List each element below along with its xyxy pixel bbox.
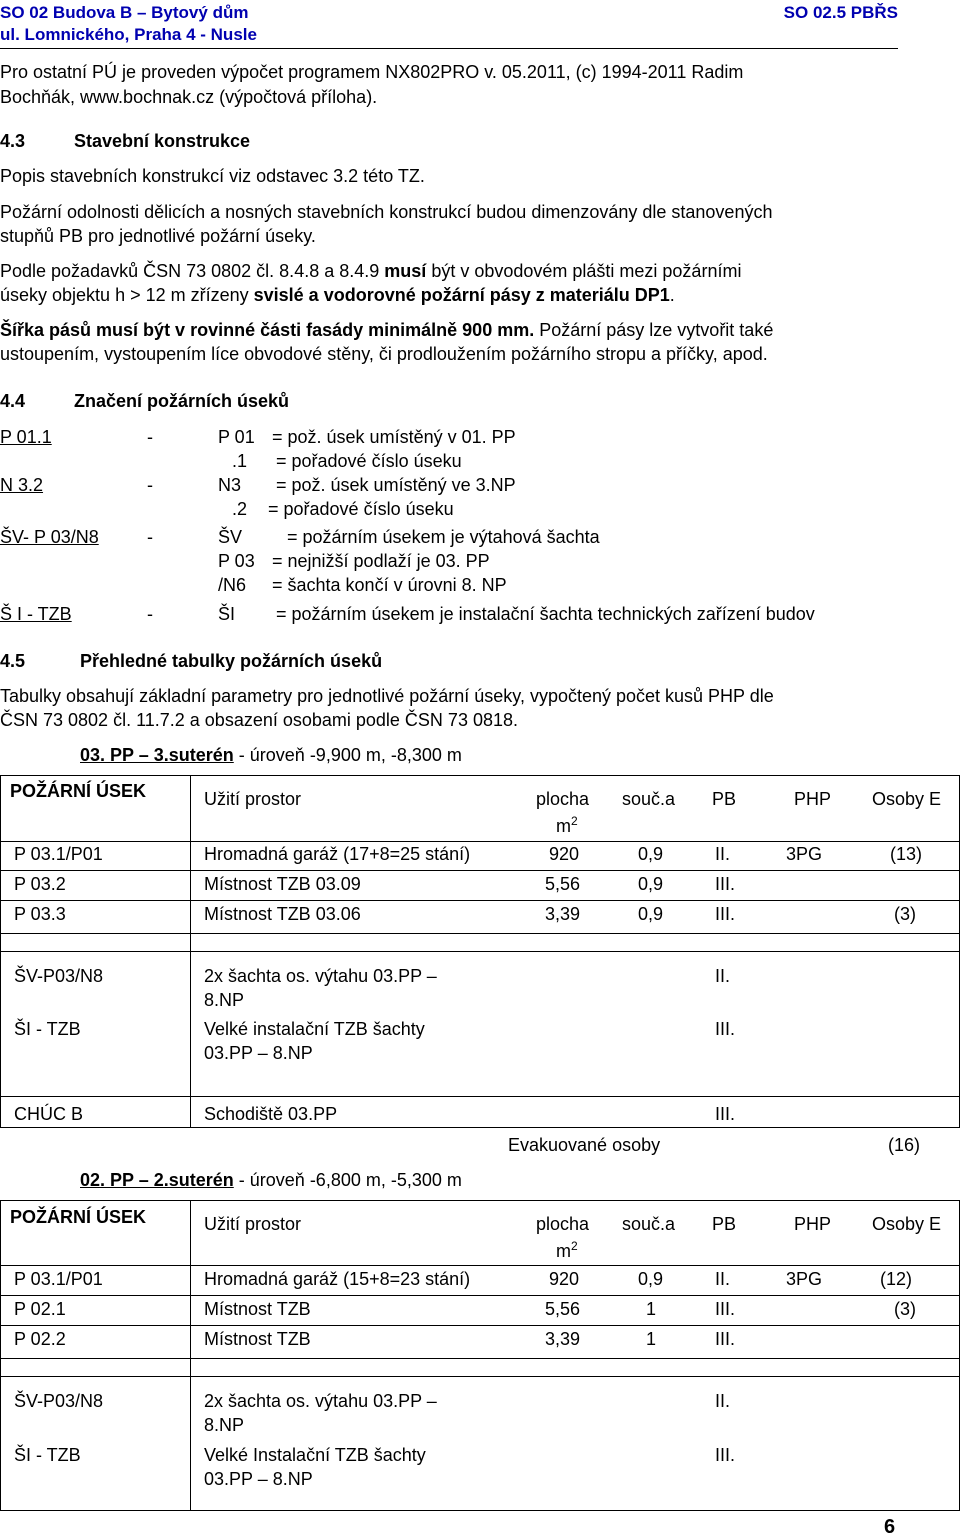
cell-persons: (3)	[894, 904, 916, 924]
level-name: 03. PP – 3.suterén	[80, 745, 234, 765]
cell-pb: II.	[715, 1269, 731, 1289]
col-header-persons: Osoby E	[872, 1214, 942, 1234]
marking-dash: -	[147, 475, 153, 495]
col-header-pb: PB	[712, 1214, 737, 1234]
section-4-4-number: 4.4	[0, 391, 26, 411]
marking-part: .1	[232, 451, 248, 471]
s43-paragraph-1: Popis stavebních konstrukcí viz odstavec 3.2 této TZ.	[0, 166, 425, 186]
cell-pb: III.	[715, 1299, 736, 1319]
col-header-area-unit	[556, 1235, 578, 1262]
marking-meaning: = pož. úsek umístěný v 01. PP	[272, 427, 516, 447]
marking-part: .2	[232, 499, 248, 519]
cell-persons: (3)	[894, 1299, 916, 1319]
s45-paragraph-b: ČSN 73 0802 čl. 11.7.2 a obsazení osobami podle ČSN 73 0818.	[0, 710, 519, 730]
table-rule	[0, 1325, 960, 1326]
cell-pb: II.	[715, 844, 731, 864]
cell-coef: 0,9	[638, 874, 664, 894]
s43-paragraph-2b: stupňů PB pro jednotlivé požární úseky.	[0, 226, 316, 246]
marking-meaning: = požárním úsekem je instalační šachta technických zařízení budov	[276, 604, 815, 624]
col-header-fire-section: POŽÁRNÍ ÚSEK	[10, 781, 147, 801]
cell-section: P 03.2	[14, 874, 66, 894]
table-border	[190, 1096, 191, 1127]
cell-section: CHÚC B	[14, 1104, 84, 1124]
cell-use: 03.PP – 8.NP	[204, 1469, 313, 1489]
col-header-php: PHP	[794, 789, 832, 809]
cell-persons: (12)	[880, 1269, 913, 1289]
cell-use: Místnost TZB 03.09	[204, 874, 361, 894]
cell-use: Velké Instalační TZB šachty	[204, 1445, 426, 1465]
section-4-3-number: 4.3	[0, 131, 26, 151]
marking-part: N3	[218, 475, 242, 495]
page-number: 6	[884, 1516, 896, 1538]
table-border	[190, 775, 191, 1096]
doc-title: SO 02 Budova B – Bytový dům	[0, 3, 249, 22]
cell-use: Místnost TZB	[204, 1299, 311, 1319]
s43-paragraph-2a: Požární odolnosti dělicích a nosných stavebních konstrukcí budou dimenzovány dle stanovených	[0, 202, 773, 222]
level-elevation: - úroveň -9,900 m, -8,300 m	[238, 745, 462, 765]
table-rule	[0, 775, 960, 776]
cell-pb: III.	[715, 874, 736, 894]
level-heading	[80, 1169, 462, 1191]
cell-pb: II.	[715, 1391, 731, 1411]
col-header-coef: souč.a	[622, 1214, 676, 1234]
cell-section: ŠI - TZB	[14, 1445, 81, 1465]
cell-section: ŠI - TZB	[14, 1019, 81, 1039]
section-4-4-title: Značení požárních úseků	[74, 391, 290, 411]
cell-area: 5,56	[545, 874, 581, 894]
area-unit: m	[556, 1241, 571, 1261]
table-rule	[0, 900, 960, 901]
cell-section: P 03.1/P01	[14, 1269, 103, 1289]
table-rule	[0, 933, 960, 934]
marking-meaning: = požárním úsekem je výtahová šachta	[287, 527, 600, 547]
table-rule	[0, 1295, 960, 1296]
table-rule	[0, 1096, 960, 1097]
table-rule	[0, 870, 960, 871]
col-header-use: Užití prostor	[204, 1214, 302, 1234]
cell-section: ŠV-P03/N8	[14, 1391, 104, 1411]
s43-p3a-bold: musí	[384, 261, 427, 281]
marking-code: N 3.2	[0, 475, 44, 495]
cell-php: 3PG	[786, 1269, 823, 1289]
marking-meaning: = pož. úsek umístěný ve 3.NP	[276, 475, 516, 495]
cell-use: 8.NP	[204, 1415, 245, 1435]
cell-area: 3,39	[545, 904, 581, 924]
cell-pb: III.	[715, 1104, 736, 1124]
doc-address: ul. Lomnického, Praha 4 - Nusle	[0, 25, 257, 44]
s43-paragraph-4a	[0, 319, 773, 341]
section-4-3-title: Stavební konstrukce	[74, 131, 251, 151]
cell-area: 5,56	[545, 1299, 581, 1319]
cell-use: Velké instalační TZB šachty	[204, 1019, 425, 1039]
cell-section: P 03.1/P01	[14, 844, 103, 864]
cell-area: 3,39	[545, 1329, 581, 1349]
s43-p4a-bold: Šířka pásů musí být v rovinné části fasády minimálně 900 mm.	[0, 320, 535, 340]
cell-section: ŠV-P03/N8	[14, 966, 104, 986]
level-elevation: - úroveň -6,800 m, -5,300 m	[238, 1170, 462, 1190]
area-unit-exponent: 2	[571, 1239, 578, 1253]
table-rule	[0, 1127, 960, 1128]
col-header-fire-section: POŽÁRNÍ ÚSEK	[10, 1207, 147, 1227]
area-unit-exponent: 2	[571, 814, 578, 828]
col-header-pb: PB	[712, 789, 737, 809]
col-header-coef: souč.a	[622, 789, 676, 809]
header-rule	[0, 48, 898, 49]
cell-coef: 0,9	[638, 844, 664, 864]
s43-p3b-bold: svislé a vodorovné požární pásy z materiálu DP1	[253, 285, 670, 305]
s45-paragraph-a: Tabulky obsahují základní parametry pro jednotlivé požární úseky, vypočtený počet kusů PHP dle	[0, 686, 774, 706]
marking-meaning: = pořadové číslo úseku	[268, 499, 454, 519]
table-rule	[0, 1376, 960, 1377]
marking-dash: -	[147, 527, 153, 547]
cell-coef: 0,9	[638, 904, 664, 924]
cell-coef: 1	[646, 1299, 657, 1319]
cell-pb: III.	[715, 904, 736, 924]
cell-use: Místnost TZB 03.06	[204, 904, 361, 924]
cell-use: 2x šachta os. výtahu 03.PP –	[204, 1391, 437, 1411]
marking-code: ŠV- P 03/N8	[0, 527, 99, 547]
cell-coef: 1	[646, 1329, 657, 1349]
s43-p3a-text: Podle požadavků ČSN 73 0802 čl. 8.4.8 a 8.4.9	[0, 261, 380, 281]
table-border	[190, 1200, 191, 1510]
cell-section: P 03.3	[14, 904, 66, 924]
evacuated-label: Evakuované osoby	[508, 1135, 661, 1155]
col-header-php: PHP	[794, 1214, 832, 1234]
cell-use: 2x šachta os. výtahu 03.PP –	[204, 966, 437, 986]
col-header-persons: Osoby E	[872, 789, 942, 809]
s43-p3a-rest: být v obvodovém plášti mezi požárními	[431, 261, 742, 281]
cell-use: Místnost TZB	[204, 1329, 311, 1349]
s43-paragraph-3a	[0, 260, 741, 282]
table-border	[0, 1096, 1, 1127]
marking-meaning: = nejnižší podlaží je 03. PP	[272, 551, 490, 571]
marking-meaning: = pořadové číslo úseku	[276, 451, 462, 471]
col-header-area: plocha	[536, 789, 590, 809]
cell-use: 8.NP	[204, 990, 245, 1010]
intro-line-1: Pro ostatní PÚ je proveden výpočet programem NX802PRO v. 05.2011, (c) 1994-2011 Radim	[0, 62, 744, 82]
cell-section: P 02.2	[14, 1329, 66, 1349]
cell-pb: III.	[715, 1019, 736, 1039]
marking-code: Š I - TZB	[0, 604, 72, 624]
intro-line-2: Bochňák, www.bochnak.cz (výpočtová příloha).	[0, 87, 378, 107]
table-rule	[0, 1200, 960, 1201]
marking-code: P 01.1	[0, 427, 52, 447]
marking-dash: -	[147, 427, 153, 447]
cell-persons: (13)	[890, 844, 923, 864]
evacuated-value: (16)	[888, 1135, 921, 1155]
table-rule	[0, 1265, 960, 1266]
col-header-use: Užití prostor	[204, 789, 302, 809]
table-rule	[0, 1510, 960, 1511]
marking-part: P 01	[218, 427, 255, 447]
section-4-5-number: 4.5	[0, 651, 26, 671]
cell-pb: III.	[715, 1445, 736, 1465]
s43-paragraph-4b: ustoupením, vystoupením líce obvodové stěny, či prodloužením požárního stropu a příčky, apod.	[0, 344, 768, 364]
cell-area: 920	[549, 1269, 580, 1289]
cell-use: Hromadná garáž (15+8=23 stání)	[204, 1269, 471, 1289]
s43-p3b-rest: .	[669, 285, 675, 305]
marking-meaning: = šachta končí v úrovni 8. NP	[272, 575, 507, 595]
cell-use: Schodiště 03.PP	[204, 1104, 338, 1124]
s43-p4a-rest: Požární pásy lze vytvořit také	[539, 320, 774, 340]
cell-pb: II.	[715, 966, 731, 986]
s43-p3b-text: úseky objektu h > 12 m zřízeny	[0, 285, 249, 305]
table-border	[0, 775, 1, 1096]
cell-php: 3PG	[786, 844, 823, 864]
level-name: 02. PP – 2.suterén	[80, 1170, 234, 1190]
cell-use: 03.PP – 8.NP	[204, 1043, 313, 1063]
cell-section: P 02.1	[14, 1299, 66, 1319]
table-rule	[0, 951, 960, 952]
col-header-area-unit	[556, 810, 578, 837]
marking-dash: -	[147, 604, 153, 624]
col-header-area: plocha	[536, 1214, 590, 1234]
marking-part: /N6	[218, 575, 247, 595]
marking-part: ŠI	[218, 604, 236, 624]
table-border	[0, 1200, 1, 1510]
cell-pb: III.	[715, 1329, 736, 1349]
s43-paragraph-3b	[0, 284, 675, 306]
level-heading	[80, 744, 462, 766]
area-unit: m	[556, 816, 571, 836]
marking-part: P 03	[218, 551, 255, 571]
section-4-5-title: Přehledné tabulky požárních úseků	[80, 651, 383, 671]
cell-use: Hromadná garáž (17+8=25 stání)	[204, 844, 471, 864]
cell-coef: 0,9	[638, 1269, 664, 1289]
cell-area: 920	[549, 844, 580, 864]
doc-code: SO 02.5 PBŘS	[783, 3, 898, 22]
marking-part: ŠV	[218, 527, 243, 547]
table-rule	[0, 841, 960, 842]
table-rule	[0, 1358, 960, 1359]
